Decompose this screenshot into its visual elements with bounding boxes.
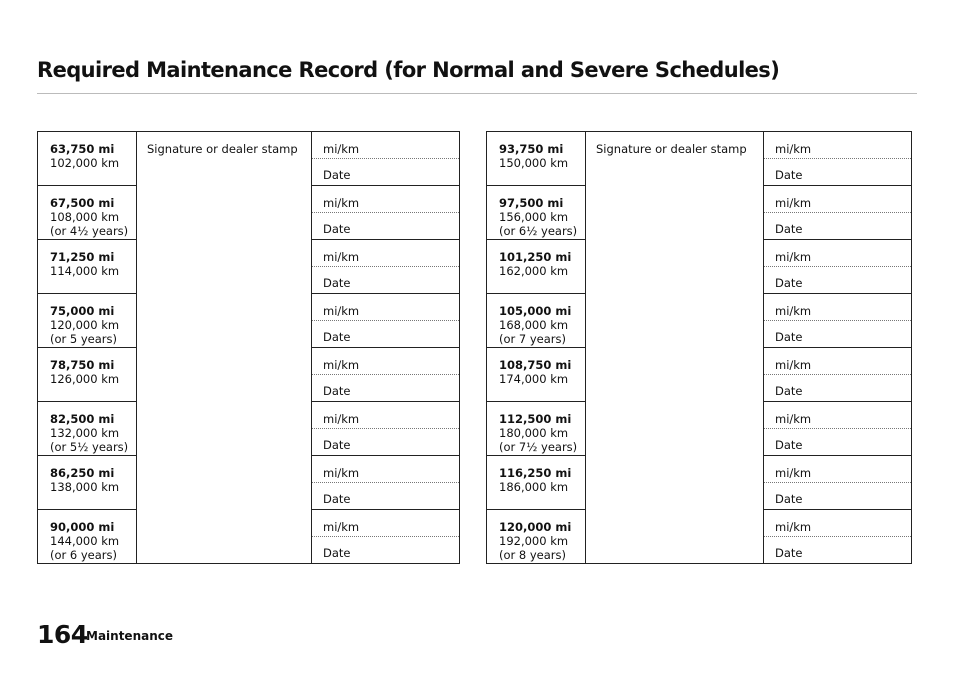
milestone-miles: 120,000 mi (499, 520, 572, 534)
date-field: Date (775, 168, 803, 182)
milestone-years: (or 5 years) (50, 332, 118, 346)
milestone-cell (487, 294, 586, 348)
milestone-km: 138,000 km (50, 480, 120, 494)
milestone-miles: 78,750 mi (50, 358, 115, 372)
date-field: Date (323, 438, 351, 452)
milestone-miles: 108,750 mi (499, 358, 572, 372)
signature-label: Signature or dealer stamp (596, 142, 747, 156)
milestone-years: (or 7 years) (499, 332, 567, 346)
milestone-km: 126,000 km (50, 372, 120, 386)
milestone-km: 186,000 km (499, 480, 569, 494)
page-title: Required Maintenance Record (for Normal and Severe Schedules) (37, 58, 780, 82)
entry-cell (312, 186, 460, 240)
entry-cell (764, 402, 912, 456)
milestone-cell (487, 348, 586, 402)
section-name: Maintenance (86, 629, 174, 643)
milestone-km: 150,000 km (499, 156, 569, 170)
date-field: Date (775, 492, 803, 506)
mileage-field: mi/km (312, 402, 459, 429)
milestone-miles: 86,250 mi (50, 466, 115, 480)
milestone-km: 156,000 km (499, 210, 569, 224)
table-row (487, 132, 912, 186)
milestone-years: (or 8 years) (499, 548, 567, 562)
mileage-field: mi/km (764, 294, 911, 321)
entry-cell (764, 510, 912, 564)
milestone-km: 114,000 km (50, 264, 120, 278)
date-field: Date (323, 492, 351, 506)
entry-cell (764, 240, 912, 294)
milestone-cell (487, 402, 586, 456)
date-field: Date (323, 222, 351, 236)
milestone-miles: 82,500 mi (50, 412, 115, 426)
mileage-field: mi/km (312, 132, 459, 159)
milestone-miles: 101,250 mi (499, 250, 572, 264)
milestone-cell (487, 132, 586, 186)
entry-cell (312, 240, 460, 294)
mileage-field: mi/km (312, 510, 459, 537)
milestone-miles: 71,250 mi (50, 250, 115, 264)
entry-cell (764, 294, 912, 348)
date-field: Date (775, 438, 803, 452)
milestone-km: 108,000 km (50, 210, 120, 224)
milestone-km: 180,000 km (499, 426, 569, 440)
milestone-cell (487, 240, 586, 294)
milestone-km: 144,000 km (50, 534, 120, 548)
entry-cell (764, 348, 912, 402)
milestone-cell (487, 456, 586, 510)
mileage-field: mi/km (764, 456, 911, 483)
milestone-miles: 97,500 mi (499, 196, 564, 210)
entry-cell (764, 132, 912, 186)
milestone-miles: 90,000 mi (50, 520, 115, 534)
milestone-cell (38, 510, 137, 564)
date-field: Date (775, 330, 803, 344)
milestone-miles: 67,500 mi (50, 196, 115, 210)
milestone-miles: 112,500 mi (499, 412, 572, 426)
maintenance-log-table-right (486, 131, 912, 564)
milestone-cell (487, 186, 586, 240)
entry-cell (312, 510, 460, 564)
entry-cell (764, 456, 912, 510)
milestone-km: 174,000 km (499, 372, 569, 386)
mileage-field: mi/km (312, 240, 459, 267)
date-field: Date (775, 276, 803, 290)
date-field: Date (775, 384, 803, 398)
entry-cell (312, 456, 460, 510)
date-field: Date (323, 168, 351, 182)
mileage-field: mi/km (312, 186, 459, 213)
mileage-field: mi/km (764, 348, 911, 375)
mileage-field: mi/km (764, 240, 911, 267)
milestone-cell (38, 132, 137, 186)
mileage-field: mi/km (312, 294, 459, 321)
milestone-cell (38, 240, 137, 294)
milestone-miles: 116,250 mi (499, 466, 572, 480)
milestone-years: (or 6 years) (50, 548, 118, 562)
date-field: Date (323, 384, 351, 398)
milestone-cell (38, 456, 137, 510)
table-row (38, 132, 460, 186)
signature-label: Signature or dealer stamp (147, 142, 298, 156)
entry-cell (764, 186, 912, 240)
date-field: Date (323, 330, 351, 344)
signature-column (586, 132, 764, 564)
entry-cell (312, 348, 460, 402)
mileage-field: mi/km (312, 456, 459, 483)
milestone-km: 162,000 km (499, 264, 569, 278)
milestone-km: 132,000 km (50, 426, 120, 440)
date-field: Date (323, 546, 351, 560)
milestone-years: (or 7½ years) (499, 440, 578, 454)
page-number: 164 (37, 620, 88, 649)
milestone-cell (38, 294, 137, 348)
milestone-km: 168,000 km (499, 318, 569, 332)
date-field: Date (775, 546, 803, 560)
milestone-cell (38, 186, 137, 240)
mileage-field: mi/km (312, 348, 459, 375)
maintenance-log-table-left (37, 131, 460, 564)
milestone-km: 102,000 km (50, 156, 120, 170)
milestone-cell (487, 510, 586, 564)
mileage-field: mi/km (764, 510, 911, 537)
date-field: Date (775, 222, 803, 236)
milestone-miles: 63,750 mi (50, 142, 115, 156)
entry-cell (312, 132, 460, 186)
mileage-field: mi/km (764, 402, 911, 429)
milestone-years: (or 6½ years) (499, 224, 578, 238)
mileage-field: mi/km (764, 186, 911, 213)
date-field: Date (323, 276, 351, 290)
milestone-km: 120,000 km (50, 318, 120, 332)
mileage-field: mi/km (764, 132, 911, 159)
milestone-miles: 105,000 mi (499, 304, 572, 318)
milestone-years: (or 4½ years) (50, 224, 129, 238)
title-divider (37, 93, 917, 94)
milestone-miles: 75,000 mi (50, 304, 115, 318)
milestone-cell (38, 402, 137, 456)
entry-cell (312, 294, 460, 348)
entry-cell (312, 402, 460, 456)
milestone-years: (or 5½ years) (50, 440, 129, 454)
milestone-miles: 93,750 mi (499, 142, 564, 156)
signature-column (137, 132, 312, 564)
milestone-cell (38, 348, 137, 402)
milestone-km: 192,000 km (499, 534, 569, 548)
